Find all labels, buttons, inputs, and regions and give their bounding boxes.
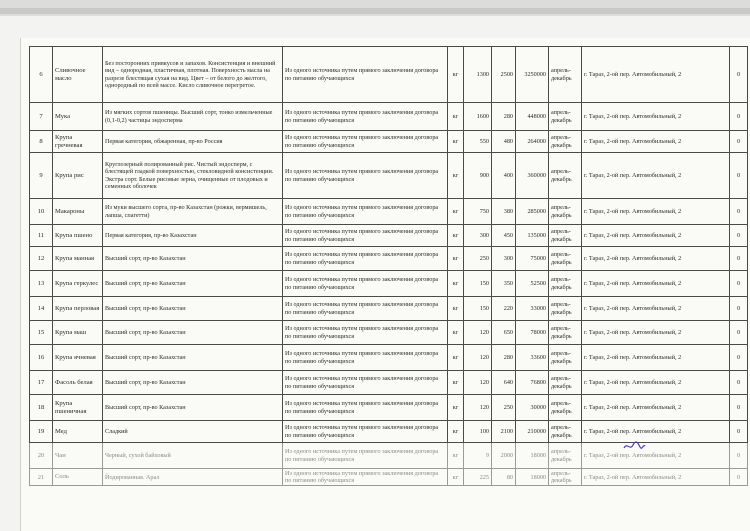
- cell-unit: кг: [448, 395, 464, 421]
- cell-place: г. Тараз, 2-ой пер. Автомобильный, 2: [582, 371, 730, 395]
- cell-qty: 120: [464, 321, 492, 345]
- cell-place: г. Тараз, 2-ой пер. Автомобильный, 2: [582, 271, 730, 297]
- cell-qty: 120: [464, 345, 492, 371]
- cell-place: г. Тараз, 2-ой пер. Автомобильный, 2: [582, 247, 730, 271]
- cell-n: 21: [30, 469, 53, 486]
- table-row: [30, 131, 748, 153]
- cell-desc: Высший сорт, пр-во Казахстан: [103, 271, 283, 297]
- cell-name: Крупа ячневая: [53, 345, 103, 371]
- cell-adv: 0: [730, 199, 748, 225]
- cell-period: апрель-декабрь: [549, 153, 582, 199]
- cell-price: 280: [492, 345, 516, 371]
- cell-desc: Высший сорт, пр-во Казахстан: [103, 371, 283, 395]
- cell-place: г. Тараз, 2-ой пер. Автомобильный, 2: [582, 321, 730, 345]
- cell-name: Макароны: [53, 199, 103, 225]
- cell-sum: 30000: [516, 395, 549, 421]
- table-body: [30, 47, 748, 486]
- cell-qty: 550: [464, 131, 492, 153]
- cell-n: 19: [30, 421, 53, 443]
- cell-price: 380: [492, 199, 516, 225]
- cell-period: апрель-декабрь: [549, 297, 582, 321]
- cell-place: г. Тараз, 2-ой пер. Автомобильный, 2: [582, 103, 730, 131]
- cell-adv: 0: [730, 395, 748, 421]
- table-row: [30, 103, 748, 131]
- cell-adv: 0: [730, 271, 748, 297]
- cell-unit: кг: [448, 103, 464, 131]
- table-row: [30, 371, 748, 395]
- cell-desc: Из мягких сортов пшеницы. Высший сорт, тонко измельченные (0,1-0,2) частицы эндосперма: [103, 103, 283, 131]
- cell-sum: 360000: [516, 153, 549, 199]
- cell-period: апрель-декабрь: [549, 131, 582, 153]
- cell-desc: Высший сорт, пр-во Казахстан: [103, 395, 283, 421]
- cell-sum: 448000: [516, 103, 549, 131]
- cell-unit: кг: [448, 247, 464, 271]
- cell-unit: кг: [448, 271, 464, 297]
- cell-desc: Черный, сухой байховый: [103, 443, 283, 469]
- table-row: [30, 199, 748, 225]
- cell-unit: кг: [448, 225, 464, 247]
- cell-n: 10: [30, 199, 53, 225]
- cell-unit: кг: [448, 469, 464, 486]
- cell-source: Из одного источника путем прямого заключения договора по питанию обучающихся: [283, 395, 448, 421]
- cell-qty: 300: [464, 225, 492, 247]
- cell-source: Из одного источника путем прямого заключения договора по питанию обучающихся: [283, 443, 448, 469]
- cell-qty: 250: [464, 247, 492, 271]
- cell-source: Из одного источника путем прямого заключения договора по питанию обучающихся: [283, 345, 448, 371]
- cell-qty: 120: [464, 371, 492, 395]
- cell-price: 220: [492, 297, 516, 321]
- cell-place: г. Тараз, 2-ой пер. Автомобильный, 2: [582, 469, 730, 486]
- cell-place: г. Тараз, 2-ой пер. Автомобильный, 2: [582, 199, 730, 225]
- cell-sum: 33000: [516, 297, 549, 321]
- cell-adv: 0: [730, 247, 748, 271]
- scanner-top-band-shadow: [0, 8, 750, 14]
- cell-price: 2100: [492, 421, 516, 443]
- cell-unit: кг: [448, 345, 464, 371]
- cell-qty: 750: [464, 199, 492, 225]
- cell-name: Крупа рис: [53, 153, 103, 199]
- table-row: [30, 469, 748, 486]
- cell-unit: кг: [448, 443, 464, 469]
- cell-desc: Высший сорт, пр-во Казахстан: [103, 321, 283, 345]
- cell-desc: Первая категория, пр-во Казахстан: [103, 225, 283, 247]
- cell-qty: 120: [464, 395, 492, 421]
- table-row: [30, 247, 748, 271]
- cell-source: Из одного источника путем прямого заключения договора по питанию обучающихся: [283, 421, 448, 443]
- cell-sum: 3250000: [516, 47, 549, 103]
- cell-adv: 0: [730, 103, 748, 131]
- cell-sum: 285000: [516, 199, 549, 225]
- cell-sum: 75000: [516, 247, 549, 271]
- cell-name: Крупа пшено: [53, 225, 103, 247]
- cell-adv: 0: [730, 225, 748, 247]
- cell-unit: кг: [448, 199, 464, 225]
- cell-source: Из одного источника путем прямого заключения договора по питанию обучающихся: [283, 321, 448, 345]
- cell-adv: 0: [730, 47, 748, 103]
- cell-qty: 150: [464, 271, 492, 297]
- cell-sum: 135000: [516, 225, 549, 247]
- cell-period: апрель-декабрь: [549, 395, 582, 421]
- cell-n: 17: [30, 371, 53, 395]
- cell-sum: 76800: [516, 371, 549, 395]
- cell-name: Соль: [53, 469, 103, 486]
- cell-n: 12: [30, 247, 53, 271]
- cell-name: Крупа маш: [53, 321, 103, 345]
- cell-unit: кг: [448, 297, 464, 321]
- cell-name: Крупа геркулес: [53, 271, 103, 297]
- cell-name: Сливочное масло: [53, 47, 103, 103]
- cell-qty: 1300: [464, 47, 492, 103]
- cell-adv: 0: [730, 297, 748, 321]
- cell-desc: Сладкий: [103, 421, 283, 443]
- cell-n: 7: [30, 103, 53, 131]
- cell-source: Из одного источника путем прямого заключения договора по питанию обучающихся: [283, 247, 448, 271]
- cell-desc: Без посторонних привкусов и запахов. Консистенция и внешний вид – однородная, пластичная, плотная. Поверхность масла на разрезе блестящая сухая на вид. Цвет – от белого до желтого, однородный по всей массе. Кисло сливочное перегретое.: [103, 47, 283, 103]
- cell-adv: 0: [730, 345, 748, 371]
- cell-price: 2000: [492, 443, 516, 469]
- cell-sum: 33600: [516, 345, 549, 371]
- cell-unit: кг: [448, 371, 464, 395]
- cell-n: 20: [30, 443, 53, 469]
- cell-place: г. Тараз, 2-ой пер. Автомобильный, 2: [582, 153, 730, 199]
- cell-period: апрель-декабрь: [549, 345, 582, 371]
- cell-adv: 0: [730, 469, 748, 486]
- cell-adv: 0: [730, 371, 748, 395]
- cell-price: 300: [492, 247, 516, 271]
- cell-place: г. Тараз, 2-ой пер. Автомобильный, 2: [582, 131, 730, 153]
- cell-source: Из одного источника путем прямого заключения договора по питанию обучающихся: [283, 469, 448, 486]
- cell-n: 18: [30, 395, 53, 421]
- cell-period: апрель-декабрь: [549, 247, 582, 271]
- cell-desc: Высший сорт, пр-во Казахстан: [103, 247, 283, 271]
- cell-period: апрель-декабрь: [549, 199, 582, 225]
- cell-desc: Йодированная. Арал: [103, 469, 283, 486]
- cell-price: 650: [492, 321, 516, 345]
- cell-qty: 150: [464, 297, 492, 321]
- cell-desc: Круглозерный полированный рис. Чистый эндосперм, с блестящей гладкой поверхностью, стекловидной консистенции. Экстра сорт. Белые рисовые зерна, очищенные от плодовых и семенных оболочек: [103, 153, 283, 199]
- cell-period: апрель-декабрь: [549, 421, 582, 443]
- cell-sum: 18000: [516, 469, 549, 486]
- cell-price: 350: [492, 271, 516, 297]
- cell-name: Крупа пшеничная: [53, 395, 103, 421]
- cell-period: апрель-декабрь: [549, 469, 582, 486]
- cell-n: 15: [30, 321, 53, 345]
- cell-place: г. Тараз, 2-ой пер. Автомобильный, 2: [582, 345, 730, 371]
- cell-adv: 0: [730, 153, 748, 199]
- cell-price: 250: [492, 395, 516, 421]
- cell-period: апрель-декабрь: [549, 271, 582, 297]
- cell-qty: 900: [464, 153, 492, 199]
- cell-name: Фасоль белая: [53, 371, 103, 395]
- cell-desc: Первая категория, обжаренная, пр-во Россия: [103, 131, 283, 153]
- cell-source: Из одного источника путем прямого заключения договора по питанию обучающихся: [283, 225, 448, 247]
- cell-unit: кг: [448, 321, 464, 345]
- cell-sum: 78000: [516, 321, 549, 345]
- table-row: [30, 225, 748, 247]
- cell-source: Из одного источника путем прямого заключения договора по питанию обучающихся: [283, 199, 448, 225]
- cell-price: 640: [492, 371, 516, 395]
- cell-source: Из одного источника путем прямого заключения договора по питанию обучающихся: [283, 271, 448, 297]
- cell-unit: кг: [448, 47, 464, 103]
- cell-desc: Из муки высшего сорта, пр-во Казахстан (рожки, вермишель, лапша, спагетти): [103, 199, 283, 225]
- cell-place: г. Тараз, 2-ой пер. Автомобильный, 2: [582, 297, 730, 321]
- cell-sum: 18000: [516, 443, 549, 469]
- cell-source: Из одного источника путем прямого заключения договора по питанию обучающихся: [283, 103, 448, 131]
- cell-unit: кг: [448, 421, 464, 443]
- table-row: [30, 345, 748, 371]
- cell-price: 280: [492, 103, 516, 131]
- cell-sum: 52500: [516, 271, 549, 297]
- table-row: [30, 271, 748, 297]
- cell-source: Из одного источника путем прямого заключения договора по питанию обучающихся: [283, 47, 448, 103]
- cell-name: Крупа гречневая: [53, 131, 103, 153]
- cell-period: апрель-декабрь: [549, 321, 582, 345]
- cell-adv: 0: [730, 321, 748, 345]
- cell-price: 450: [492, 225, 516, 247]
- cell-source: Из одного источника путем прямого заключения договора по питанию обучающихся: [283, 131, 448, 153]
- cell-price: 480: [492, 131, 516, 153]
- cell-name: Крупа манная: [53, 247, 103, 271]
- cell-name: Крупа перловая: [53, 297, 103, 321]
- cell-price: 400: [492, 153, 516, 199]
- signature-scribble: [622, 440, 646, 452]
- table-row: [30, 153, 748, 199]
- cell-n: 6: [30, 47, 53, 103]
- scanned-page: [21, 38, 750, 531]
- cell-period: апрель-декабрь: [549, 371, 582, 395]
- cell-name: Чаи: [53, 443, 103, 469]
- cell-n: 16: [30, 345, 53, 371]
- cell-name: Мука: [53, 103, 103, 131]
- cell-qty: 9: [464, 443, 492, 469]
- table-row: [30, 395, 748, 421]
- cell-price: 80: [492, 469, 516, 486]
- cell-source: Из одного источника путем прямого заключения договора по питанию обучающихся: [283, 297, 448, 321]
- cell-period: апрель-декабрь: [549, 443, 582, 469]
- cell-qty: 100: [464, 421, 492, 443]
- cell-adv: 0: [730, 131, 748, 153]
- table-row: [30, 47, 748, 103]
- cell-n: 9: [30, 153, 53, 199]
- cell-place: г. Тараз, 2-ой пер. Автомобильный, 2: [582, 225, 730, 247]
- cell-qty: 1600: [464, 103, 492, 131]
- cell-unit: кг: [448, 153, 464, 199]
- cell-n: 11: [30, 225, 53, 247]
- cell-place: г. Тараз, 2-ой пер. Автомобильный, 2: [582, 421, 730, 443]
- cell-name: Мед: [53, 421, 103, 443]
- cell-place: г. Тараз, 2-ой пер. Автомобильный, 2: [582, 47, 730, 103]
- cell-desc: Высший сорт, пр-во Казахстан: [103, 345, 283, 371]
- cell-place: г. Тараз, 2-ой пер. Автомобильный, 2: [582, 395, 730, 421]
- cell-sum: 210000: [516, 421, 549, 443]
- cell-place: г. Тараз, 2-ой пер. Автомобильный, 2: [582, 443, 730, 469]
- cell-n: 13: [30, 271, 53, 297]
- cell-price: 2500: [492, 47, 516, 103]
- cell-adv: 0: [730, 443, 748, 469]
- cell-qty: 225: [464, 469, 492, 486]
- table-row: [30, 321, 748, 345]
- cell-adv: 0: [730, 421, 748, 443]
- cell-n: 14: [30, 297, 53, 321]
- table-row: [30, 297, 748, 321]
- cell-unit: кг: [448, 131, 464, 153]
- cell-period: апрель-декабрь: [549, 103, 582, 131]
- cell-n: 8: [30, 131, 53, 153]
- cell-source: Из одного источника путем прямого заключения договора по питанию обучающихся: [283, 371, 448, 395]
- scanner-top-band: [0, 0, 750, 16]
- cell-period: апрель-декабрь: [549, 47, 582, 103]
- cell-period: апрель-декабрь: [549, 225, 582, 247]
- cell-source: Из одного источника путем прямого заключения договора по питанию обучающихся: [283, 153, 448, 199]
- cell-sum: 264000: [516, 131, 549, 153]
- cell-desc: Высший сорт, пр-во Казахстан: [103, 297, 283, 321]
- procurement-table: [29, 46, 748, 486]
